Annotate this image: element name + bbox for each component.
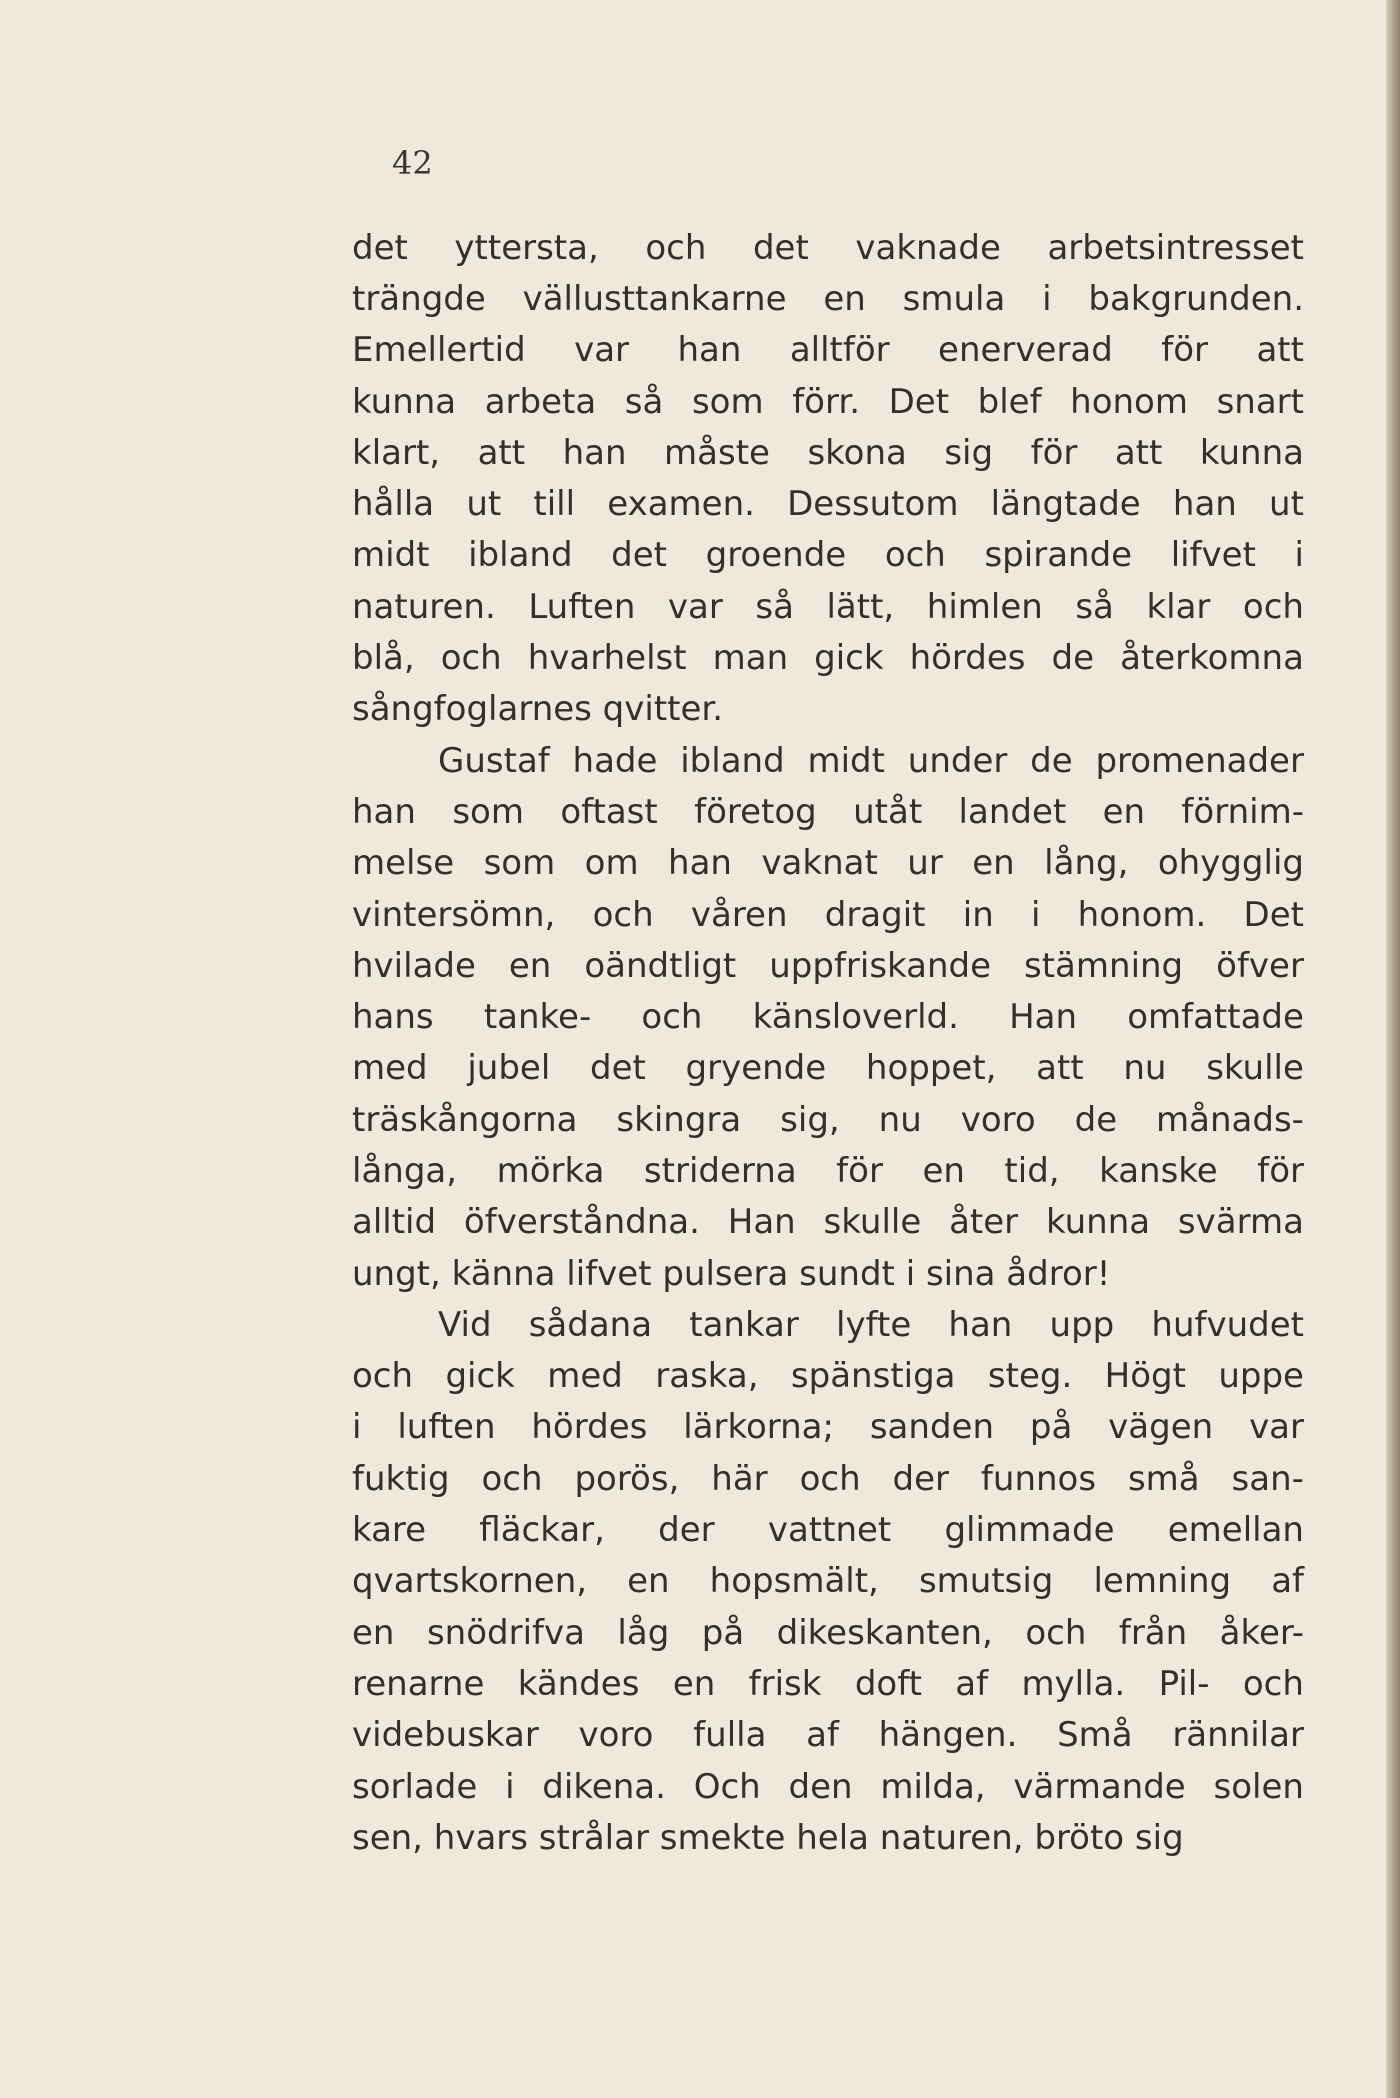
word: som xyxy=(691,381,764,422)
word: för xyxy=(1161,330,1209,371)
word: tanke- xyxy=(483,997,592,1038)
word: emellan xyxy=(1167,1510,1304,1551)
word: gick xyxy=(445,1356,515,1397)
word: striderna xyxy=(643,1150,797,1191)
text-line xyxy=(352,1761,1304,1812)
word: landet xyxy=(958,791,1067,832)
word: vägen xyxy=(1108,1407,1214,1448)
word: dikeskanten, xyxy=(776,1612,993,1653)
word: raska, xyxy=(655,1356,759,1397)
word: att xyxy=(477,432,526,473)
word: vattnet xyxy=(767,1510,892,1551)
word: och xyxy=(645,227,707,268)
word: dikena. xyxy=(542,1766,666,1807)
text-line xyxy=(352,530,1304,581)
word: hufvudet xyxy=(1151,1304,1304,1345)
word: han xyxy=(948,1304,1013,1345)
word: låg xyxy=(617,1612,670,1653)
word: och xyxy=(481,1458,543,1499)
word: så xyxy=(1075,586,1114,627)
word: promenader xyxy=(1095,740,1304,781)
word: som xyxy=(483,843,556,884)
word: bakgrunden. xyxy=(1088,278,1304,319)
word: stämning xyxy=(1024,945,1184,986)
text-line xyxy=(352,889,1304,940)
word: oftast xyxy=(560,791,658,832)
word: ibland xyxy=(680,740,785,781)
word: himlen xyxy=(926,586,1043,627)
word: de xyxy=(1030,740,1073,781)
word: värmande xyxy=(1013,1766,1186,1807)
word: sorlade xyxy=(352,1766,478,1807)
word: hans xyxy=(352,997,434,1038)
word: kanske xyxy=(1099,1150,1218,1191)
word: spirande xyxy=(984,535,1133,576)
word: med xyxy=(352,1048,428,1089)
word: dragit xyxy=(824,894,926,935)
word: hvarhelst xyxy=(527,638,687,679)
word: hålla xyxy=(352,484,435,525)
text-line xyxy=(352,222,1304,273)
word: rännilar xyxy=(1172,1715,1304,1756)
word: porös, xyxy=(574,1458,680,1499)
text-line: sångfoglarnes qvitter. xyxy=(352,689,724,730)
word: i xyxy=(1294,535,1304,576)
word: jubel xyxy=(467,1048,551,1089)
word: lyfte xyxy=(836,1304,912,1345)
word: till xyxy=(533,484,576,525)
word: en xyxy=(823,278,866,319)
word: lätt, xyxy=(826,586,895,627)
word: yttersta, xyxy=(454,227,599,268)
text-line xyxy=(352,1556,1304,1607)
word: upp xyxy=(1049,1304,1115,1345)
word: en xyxy=(627,1561,670,1602)
word: blå, xyxy=(352,638,415,679)
word: en xyxy=(508,945,552,986)
word: ut xyxy=(466,484,502,525)
text-line xyxy=(352,376,1304,427)
word: sig xyxy=(944,432,994,473)
word: voro xyxy=(960,1099,1036,1140)
word: luften xyxy=(397,1407,496,1448)
word: på xyxy=(1029,1407,1073,1448)
text-line xyxy=(352,325,1304,376)
word: under xyxy=(907,740,1008,781)
word: och xyxy=(592,894,654,935)
word: Pil- xyxy=(1158,1663,1210,1704)
word: och xyxy=(1242,586,1304,627)
word: snart xyxy=(1216,381,1304,422)
word: skingra xyxy=(616,1099,742,1140)
word: der xyxy=(892,1458,950,1499)
word: spänstiga xyxy=(790,1356,956,1397)
word: en xyxy=(922,1150,965,1191)
text-line xyxy=(352,1197,1304,1248)
word: Högt xyxy=(1104,1356,1186,1397)
word: att xyxy=(1256,330,1304,371)
word: renarne xyxy=(352,1663,485,1704)
word: hvilade xyxy=(352,945,476,986)
word: hopsmält, xyxy=(709,1561,879,1602)
word: milda, xyxy=(880,1766,986,1807)
text-line xyxy=(352,581,1304,632)
word: san- xyxy=(1231,1458,1304,1499)
word: videbuskar xyxy=(352,1715,539,1756)
word: lång, xyxy=(1044,843,1129,884)
page-edge xyxy=(1386,0,1400,2098)
word: en xyxy=(672,1663,716,1704)
word: han xyxy=(677,330,742,371)
word: och xyxy=(641,997,703,1038)
word: så xyxy=(624,381,664,422)
word: i xyxy=(505,1766,515,1807)
word: uppfriskande xyxy=(769,945,992,986)
text-line xyxy=(352,940,1304,991)
word: examen. xyxy=(607,484,755,525)
word: sig, xyxy=(780,1099,840,1140)
word: Luften xyxy=(528,586,636,627)
word: företog xyxy=(694,791,817,832)
word: och xyxy=(884,535,946,576)
word: Små xyxy=(1057,1715,1133,1756)
word: omfattade xyxy=(1127,997,1304,1038)
word: att xyxy=(1036,1048,1084,1089)
word: i xyxy=(1030,894,1041,935)
word: hängen. xyxy=(878,1715,1018,1756)
word: hördes xyxy=(909,638,1026,679)
word: solen xyxy=(1213,1766,1304,1807)
word: mylla. xyxy=(1021,1663,1126,1704)
word: glimmade xyxy=(944,1510,1115,1551)
word: af xyxy=(955,1663,989,1704)
word: här xyxy=(711,1458,768,1499)
word: åker- xyxy=(1219,1612,1304,1653)
word: lemning xyxy=(1093,1561,1232,1602)
word: enerverad xyxy=(938,330,1113,371)
word: och xyxy=(1025,1612,1087,1653)
word: Han xyxy=(727,1202,796,1243)
word: hade xyxy=(572,740,658,781)
word: var xyxy=(667,586,723,627)
word: månads- xyxy=(1156,1099,1304,1140)
word: Emellertid xyxy=(352,330,526,371)
word: Dessutom xyxy=(787,484,959,525)
text-line xyxy=(352,838,1304,889)
word: vintersömn, xyxy=(352,894,556,935)
body-text xyxy=(352,222,1304,1864)
text-line xyxy=(352,478,1304,529)
word: ut xyxy=(1269,484,1304,525)
word: hördes xyxy=(531,1407,648,1448)
word: fuktig xyxy=(352,1458,450,1499)
word: var xyxy=(1249,1407,1304,1448)
word: tid, xyxy=(1004,1150,1060,1191)
word: nu xyxy=(1123,1048,1167,1089)
word: Det xyxy=(1243,894,1304,935)
word: vällusttankarne xyxy=(522,278,787,319)
word: längtade xyxy=(990,484,1141,525)
word: lifvet xyxy=(1170,535,1256,576)
text-line xyxy=(352,1453,1304,1504)
word: kare xyxy=(352,1510,427,1551)
word: den xyxy=(788,1766,853,1807)
word: alltid xyxy=(352,1202,437,1243)
word: och xyxy=(352,1356,414,1397)
word: ibland xyxy=(468,535,573,576)
word: lärkorna; xyxy=(683,1407,834,1448)
word: han xyxy=(562,432,627,473)
word: i xyxy=(1042,278,1052,319)
word: vaknat xyxy=(761,843,878,884)
word: Han xyxy=(1009,997,1078,1038)
word: kändes xyxy=(517,1663,640,1704)
word: honom xyxy=(1070,381,1188,422)
word: skulle xyxy=(823,1202,922,1243)
word: midt xyxy=(352,535,430,576)
word: för xyxy=(836,1150,883,1191)
word: vaknade xyxy=(855,227,1001,268)
word: Det xyxy=(888,381,950,422)
word: voro xyxy=(578,1715,654,1756)
word: förr. xyxy=(792,381,861,422)
word: de xyxy=(1051,638,1095,679)
word: blef xyxy=(977,381,1042,422)
text-line xyxy=(352,1710,1304,1761)
word: skulle xyxy=(1206,1048,1304,1089)
word: naturen. xyxy=(352,586,496,627)
word: Och xyxy=(693,1766,761,1807)
word: in xyxy=(962,894,994,935)
word: kunna xyxy=(352,381,457,422)
word: groende xyxy=(705,535,847,576)
word: gryende xyxy=(685,1048,827,1089)
text-line xyxy=(352,1351,1304,1402)
word: af xyxy=(1271,1561,1304,1602)
word: Vid xyxy=(438,1304,492,1345)
word: de xyxy=(1074,1099,1118,1140)
word: utåt xyxy=(853,791,923,832)
word: och xyxy=(799,1458,861,1499)
word: honom. xyxy=(1077,894,1207,935)
word: smutsig xyxy=(918,1561,1054,1602)
word: arbetsintresset xyxy=(1047,227,1304,268)
word: frisk xyxy=(748,1663,822,1704)
word: för xyxy=(1030,432,1078,473)
word: så xyxy=(755,586,794,627)
word: återkomna xyxy=(1120,638,1304,679)
word: små xyxy=(1127,1458,1200,1499)
word: svärma xyxy=(1177,1202,1304,1243)
word: en xyxy=(972,843,1015,884)
word: en xyxy=(1102,791,1146,832)
word: att xyxy=(1114,432,1163,473)
word: han xyxy=(1172,484,1237,525)
word: ohygglig xyxy=(1157,843,1304,884)
word: skona xyxy=(807,432,907,473)
word: öfver xyxy=(1216,945,1304,986)
word: melse xyxy=(352,843,455,884)
word: från xyxy=(1118,1612,1188,1653)
text-line xyxy=(352,273,1304,324)
word: man xyxy=(712,638,789,679)
word: af xyxy=(806,1715,839,1756)
word: alltför xyxy=(789,330,890,371)
text-line xyxy=(352,1504,1304,1555)
word: fulla xyxy=(693,1715,767,1756)
text-line xyxy=(352,1402,1304,1453)
word: steg. xyxy=(987,1356,1073,1397)
text-line xyxy=(352,632,1304,683)
text-line xyxy=(352,1607,1304,1658)
word: funnos xyxy=(980,1458,1097,1499)
word: måste xyxy=(664,432,770,473)
word: trängde xyxy=(352,278,486,319)
word: nu xyxy=(878,1099,922,1140)
text-line xyxy=(352,786,1304,837)
word: kunna xyxy=(1045,1202,1151,1243)
word: i xyxy=(352,1407,362,1448)
word: det xyxy=(352,227,408,268)
word: han xyxy=(668,843,732,884)
word: qvartskornen, xyxy=(352,1561,588,1602)
word: med xyxy=(547,1356,623,1397)
word: der xyxy=(658,1510,715,1551)
text-line xyxy=(352,1145,1304,1196)
word: Gustaf xyxy=(438,740,550,781)
word: långa, xyxy=(352,1150,458,1191)
text-line xyxy=(352,1043,1304,1094)
word: midt xyxy=(807,740,885,781)
text-line xyxy=(352,991,1304,1042)
text-line xyxy=(352,1658,1304,1709)
word: klart, xyxy=(352,432,441,473)
word: det xyxy=(611,535,667,576)
text-line xyxy=(352,427,1304,478)
word: förnim- xyxy=(1181,791,1304,832)
word: hoppet, xyxy=(865,1048,997,1089)
word: som xyxy=(452,791,524,832)
word: tankar xyxy=(689,1304,799,1345)
word: snödrifva xyxy=(426,1612,585,1653)
word: arbeta xyxy=(484,381,597,422)
word: åter xyxy=(949,1202,1019,1243)
word: ur xyxy=(907,843,943,884)
text-line xyxy=(352,1094,1304,1145)
word: en xyxy=(352,1612,395,1653)
word: kunna xyxy=(1199,432,1304,473)
word: doft xyxy=(854,1663,922,1704)
word: våren xyxy=(690,894,788,935)
text-line: sen, hvars strålar smekte hela naturen, bröto sig xyxy=(352,1817,1184,1858)
text-line xyxy=(352,735,1304,786)
word: och xyxy=(1242,1663,1304,1704)
word: det xyxy=(752,227,809,268)
word: var xyxy=(574,330,630,371)
word: uppe xyxy=(1218,1356,1304,1397)
word: fläckar, xyxy=(479,1510,605,1551)
word: mörka xyxy=(496,1150,605,1191)
word: och xyxy=(440,638,502,679)
word: gick xyxy=(814,638,884,679)
word: det xyxy=(589,1048,646,1089)
word: han xyxy=(352,791,416,832)
word: klar xyxy=(1146,586,1211,627)
word: på xyxy=(701,1612,745,1653)
word: oändtligt xyxy=(584,945,737,986)
word: öfverståndna. xyxy=(463,1202,700,1243)
word: träskångorna xyxy=(352,1099,578,1140)
page-number: 42 xyxy=(392,144,433,182)
word: känsloverld. xyxy=(752,997,959,1038)
word: om xyxy=(584,843,639,884)
word: sanden xyxy=(869,1407,994,1448)
text-line xyxy=(352,1299,1304,1350)
word: smula xyxy=(902,278,1006,319)
word: för xyxy=(1257,1150,1304,1191)
word: sådana xyxy=(528,1304,653,1345)
text-line: ungt, känna lifvet pulsera sundt i sina ådror! xyxy=(352,1253,1111,1294)
